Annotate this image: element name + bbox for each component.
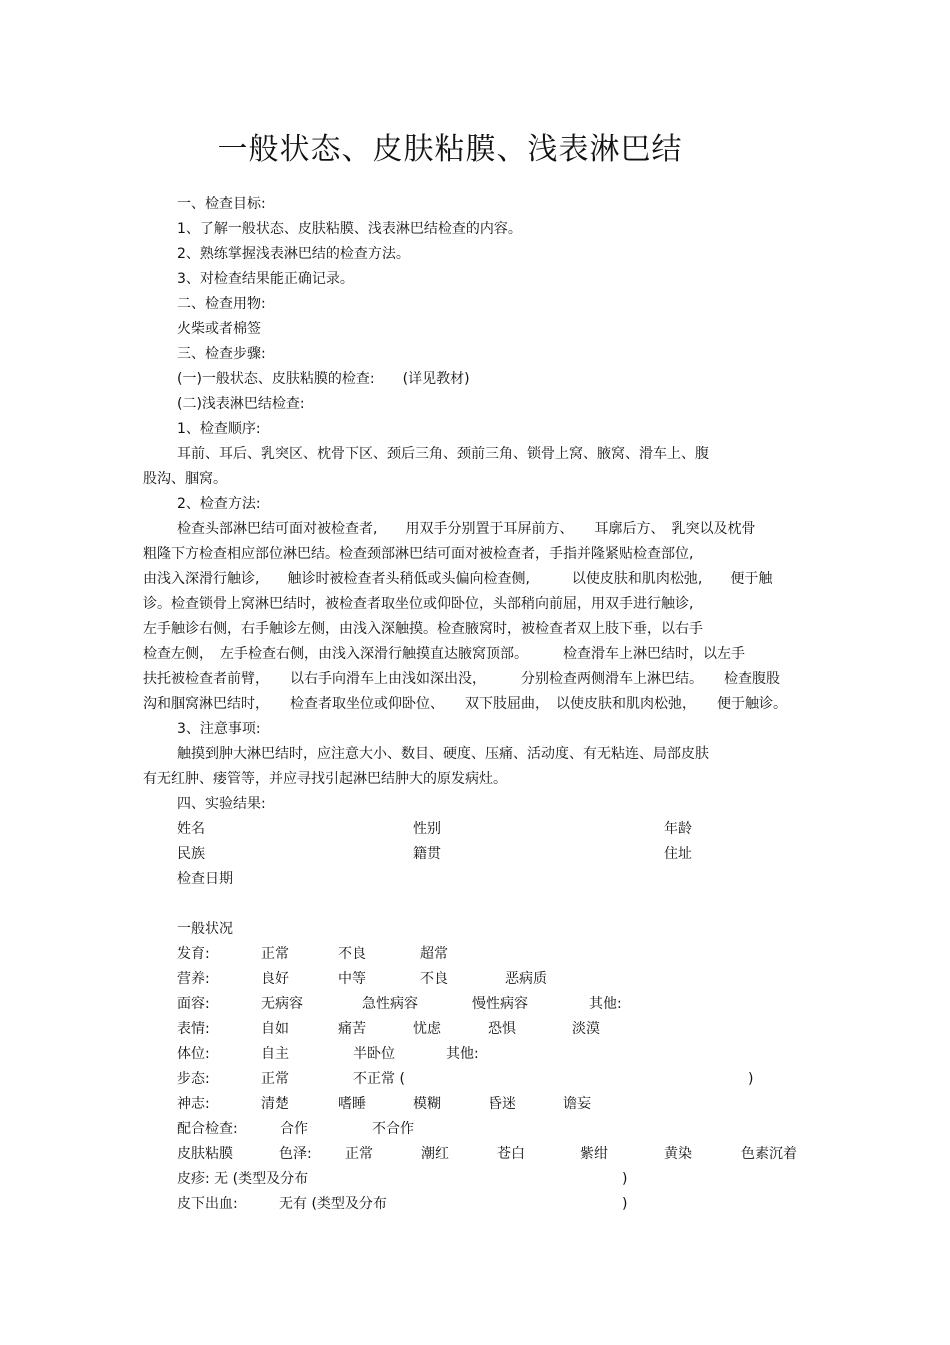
notes-line-2: 有无红肿、瘘管等，并应寻找引起淋巴结肿大的原发病灶。 [143,771,507,787]
section-heading-supplies: 二、检查用物: [177,296,266,312]
face-option: 无病容 [261,996,303,1012]
field-native-label: 籍贯 [413,846,441,862]
field-address-label: 住址 [664,846,692,862]
nut-label: 营养: [177,971,210,987]
goal-item-2: 2、熟练掌握浅表淋巴结的检查方法。 [177,246,410,262]
gait-label: 步态: [177,1071,210,1087]
mind-label: 神志: [177,1096,210,1112]
skin-label: 皮肤粘膜 [177,1146,233,1162]
method-line-7: 扶托被检查者前臂， 以右手向滑车上由浅如深出没， 分别检查两侧滑车上淋巴结。 检查腹股 [143,671,780,687]
rash-close-paren: ) [622,1171,628,1187]
skin-option: 苍白 [497,1146,525,1162]
nut-option: 不良 [420,971,448,987]
expr-option: 淡漠 [572,1021,600,1037]
nut-option: 中等 [338,971,366,987]
gait-option: 正常 [261,1071,289,1087]
field-date-label: 检查日期 [177,871,233,887]
mind-option: 嗜睡 [338,1096,366,1112]
mind-option: 清楚 [261,1096,289,1112]
steps-sub-1: (一)一般状态、皮肤粘膜的检查: (详见教材) [177,371,470,387]
gait-close-paren: ) [748,1071,754,1087]
coop-label: 配合检查: [177,1121,238,1137]
general-status-heading: 一般状况 [177,921,233,937]
method-line-8: 沟和腘窝淋巴结时， 检查者取坐位或仰卧位、 双下肢屈曲， 以使皮肤和肌肉松弛， 便于触诊。 [143,696,787,712]
section-heading-goals: 一、检查目标: [177,196,266,212]
field-sex-label: 性别 [413,821,441,837]
method-line-3: 由浅入深滑行触诊, 触诊时被检查者头稍低或头偏向检查侧, 以使皮肤和肌肉松弛, 便于触 [143,571,773,587]
skin-option: 潮红 [421,1146,449,1162]
skin-option: 正常 [345,1146,373,1162]
expr-option: 忧虑 [413,1021,441,1037]
gait-option: 不正常 ( [353,1071,405,1087]
goal-item-1: 1、了解一般状态、皮肤粘膜、浅表淋巴结检查的内容。 [177,221,522,237]
supplies-item: 火柴或者棉签 [177,321,261,337]
bleed-close-paren: ) [622,1196,628,1212]
face-option: 其他: [589,996,622,1012]
dev-option: 不良 [338,946,366,962]
dev-option: 超常 [420,946,448,962]
mind-option: 昏迷 [488,1096,516,1112]
nut-option: 良好 [261,971,289,987]
order-line-1: 耳前、耳后、乳突区、枕骨下区、颈后三角、颈前三角、锁骨上窝、腋窝、滑车上、腹 [177,446,709,462]
nut-option: 恶病质 [505,971,547,987]
pos-option: 半卧位 [353,1046,395,1062]
steps-sub-2: (二)浅表淋巴结检查: [177,396,305,412]
method-heading: 2、检查方法: [177,496,261,512]
mind-option: 谵妄 [563,1096,591,1112]
document-title: 一般状态、皮肤粘膜、浅表淋巴结 [217,132,683,167]
mind-option: 模糊 [413,1096,441,1112]
field-name-label: 姓名 [177,821,205,837]
coop-option: 合作 [280,1121,308,1137]
method-line-4: 诊。检查锁骨上窝淋巴结时，被检查者取坐位或仰卧位，头部稍向前屈，用双手进行触诊, [143,596,694,612]
skin-option: 色素沉着 [741,1146,797,1162]
method-line-5: 左手触诊右侧，右手触诊左侧，由浅入深触摸。检查腋窝时，被检查者双上肢下垂，以右手 [143,621,703,637]
section-heading-steps: 三、检查步骤: [177,346,266,362]
bleed-label: 皮下出血: [177,1196,238,1212]
pos-option: 自主 [261,1046,289,1062]
rash-label: 皮疹: 无 (类型及分布 [177,1171,309,1187]
face-option: 慢性病容 [472,996,528,1012]
field-ethnic-label: 民族 [177,846,205,862]
field-age-label: 年龄 [664,821,692,837]
expr-label: 表情: [177,1021,210,1037]
expr-option: 恐惧 [488,1021,516,1037]
order-heading: 1、检查顺序: [177,421,261,437]
expr-option: 痛苦 [338,1021,366,1037]
coop-option: 不合作 [372,1121,414,1137]
notes-line-1: 触摸到肿大淋巴结时，应注意大小、数目、硬度、压痛、活动度、有无粘连、局部皮肤 [177,746,709,762]
face-label: 面容: [177,996,210,1012]
goal-item-3: 3、对检查结果能正确记录。 [177,271,354,287]
skin-option: 黄染 [664,1146,692,1162]
method-line-2: 粗隆下方检查相应部位淋巴结。检查颈部淋巴结可面对被检查者，手指并隆紧贴检查部位, [143,546,694,562]
pos-option: 其他: [446,1046,479,1062]
skin-option: 紫绀 [580,1146,608,1162]
order-line-2: 股沟、腘窝。 [143,471,227,487]
notes-heading: 3、注意事项: [177,721,261,737]
skin-color-label: 色泽: [279,1146,312,1162]
section-heading-results: 四、实验结果: [177,796,266,812]
expr-option: 自如 [261,1021,289,1037]
bleed-option: 无有 (类型及分布 [279,1196,387,1212]
method-line-1: 检查头部淋巴结可面对被检查者, 用双手分别置于耳屏前方、 耳廓后方、 乳突以及枕骨 [177,521,756,537]
pos-label: 体位: [177,1046,210,1062]
dev-option: 正常 [261,946,289,962]
dev-label: 发育: [177,946,210,962]
method-line-6: 检查左侧， 左手检查右侧，由浅入深滑行触摸直达腋窝顶部。 检查滑车上淋巴结时，以左手 [143,646,745,662]
face-option: 急性病容 [362,996,418,1012]
